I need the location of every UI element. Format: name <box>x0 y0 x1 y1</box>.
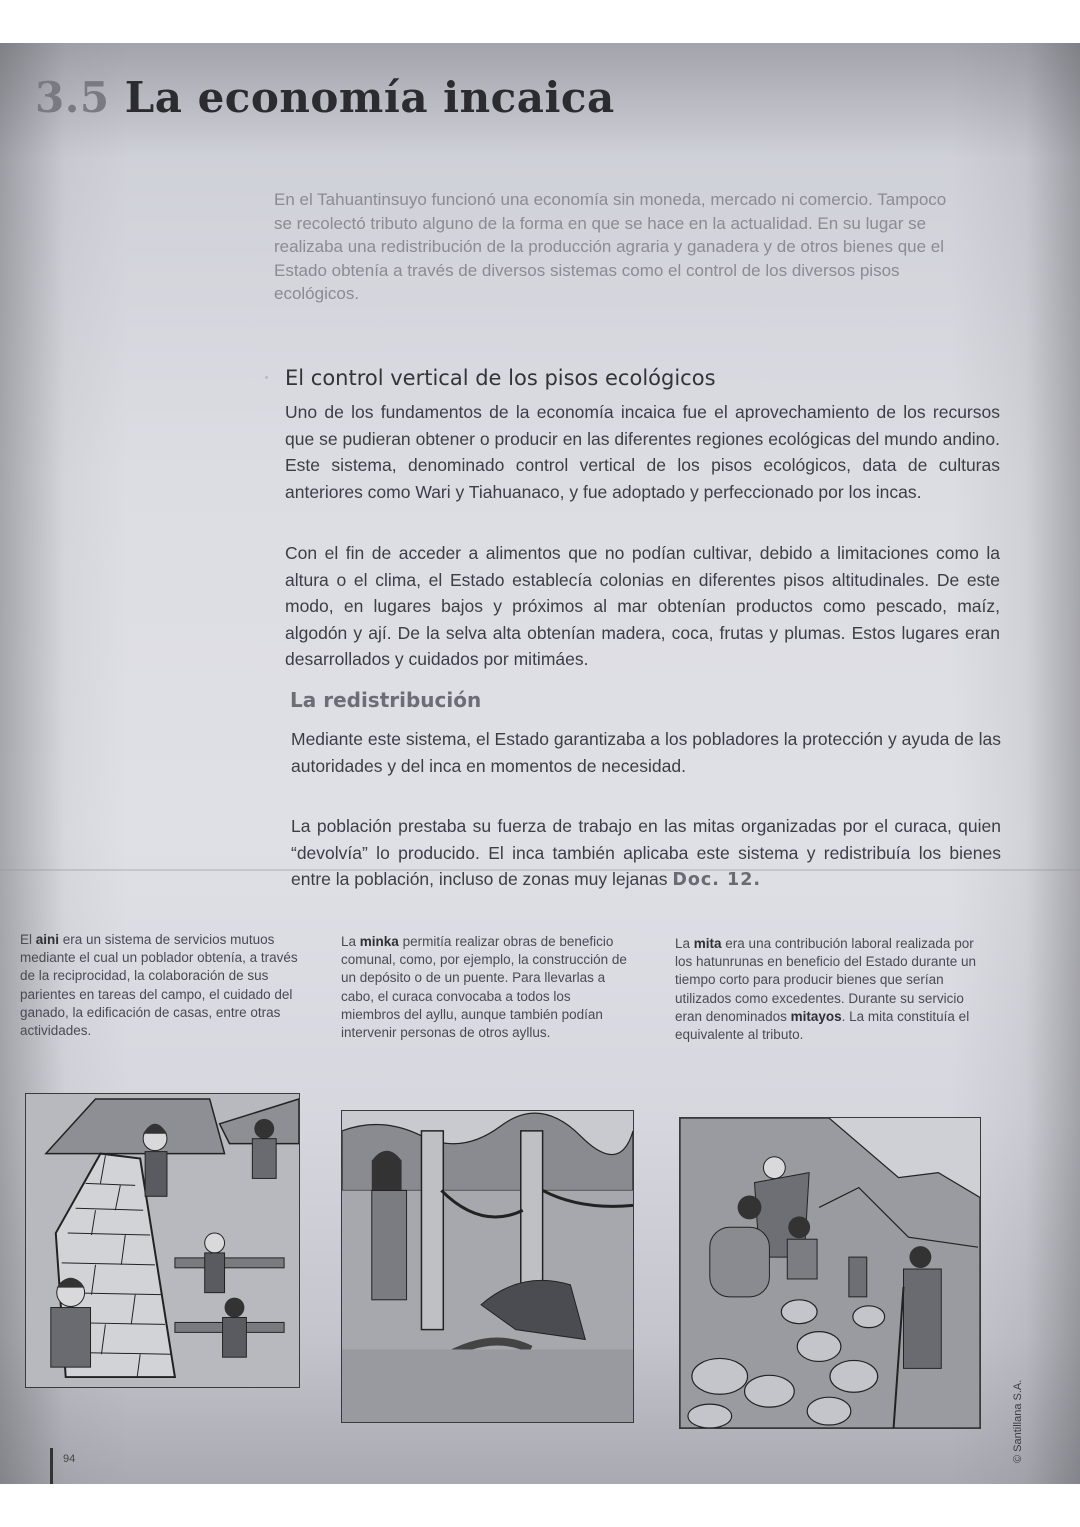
caption-text: permitía realizar obras de beneficio comunal, como, por ejemplo, la construcción de un depósito o de un puente. Para llevarlas a cabo, el curaca convocaba a todos los miembros del ayllu, aunque también podían intervenir personas de otros ayllus. <box>341 934 627 1041</box>
caption-mita <box>675 935 980 1044</box>
intro-paragraph: En el Tahuantinsuyo funcionó una economía sin moneda, mercado ni comercio. Tampoco se recolectó tributo alguno de la forma en que se hace en la actualidad. En su lugar se realizaba una redistribución de la producción agraria y ganadera y de otros bienes que el Estado obtenía a través de diversos sistemas como el control de los diversos pisos ecológicos. <box>274 190 947 303</box>
heading-marker <box>265 376 268 379</box>
textbook-page-photo <box>0 43 1080 1484</box>
term-minka: minka <box>359 934 399 949</box>
caption-text: era un sistema de servicios mutuos mediante el cual un poblador obtenía, a través de la reciprocidad, la colaboración de sus parientes en tareas del campo, el cuidado del ganado, la edificación de casas, entre otras actividades. <box>20 932 298 1039</box>
caption-prefix: La <box>341 934 360 949</box>
doc-reference-link[interactable]: Doc. 12. <box>672 870 762 890</box>
copyright-notice: © Santillana S.A. <box>1012 1379 1024 1463</box>
paragraph-redistribucion-2-text: La población prestaba su fuerza de trabajo en las mitas organizadas por el curaca, quien “devolvía” lo producido. El inca también aplicaba este sistema y redistribuía los bienes entre la población, incluso de zonas muy lejanas <box>291 816 1001 889</box>
term-mita: mita <box>693 936 722 951</box>
section-title: La economía incaica <box>124 73 615 122</box>
caption-prefix: El <box>20 932 36 947</box>
page-number: 94 <box>63 1453 76 1465</box>
paragraph-redistribucion-1: Mediante este sistema, el Estado garantizaba a los pobladores la protección y ayuda de las autoridades y del inca en momentos de necesidad. <box>291 729 1001 776</box>
paragraph-redistribucion-2 <box>291 813 1001 894</box>
section-number: 3.5 <box>35 73 110 122</box>
minka-illustration <box>341 1110 634 1423</box>
caption-prefix: La <box>675 936 694 951</box>
page-title <box>35 73 615 122</box>
page-number-bar <box>50 1448 53 1484</box>
mountain-stones-drawing <box>680 1118 980 1428</box>
term-aini: aini <box>35 932 60 947</box>
paragraph-pisos-2: Con el fin de acceder a alimentos que no podían cultivar, debido a limitaciones como la altura o el clima, el Estado establecía colonias en diferentes pisos altitudinales. De este modo, en lugares bajos y próximos al mar obtenían productos como pescado, maíz, algodón y ají. De la selva alta obtenían madera, coca, frutas y plumas. Estos lugares eran desarrollados y cuidados por mitimáes. <box>285 543 1000 669</box>
paragraph-pisos-1: Uno de los fundamentos de la economía incaica fue el aprovechamiento de los recursos que se pudieran obtener o producir en las diferentes regiones ecológicas del mundo andino. Este sistema, denominado control vertical de los pisos ecológicos, data de culturas anteriores como Wari y Tiahuanaco, y fue adoptado y perfeccionado por los incas. <box>285 402 1000 502</box>
caption-text: . La mita constituía el equivalente al tributo. <box>675 1008 970 1043</box>
aini-illustration <box>25 1093 300 1388</box>
mita-illustration <box>679 1117 981 1429</box>
caption-text: era una contribución laboral realizada por los hatunrunas en beneficio del Estado durante un tiempo corto para producir bienes que serían utilizados como excedentes. Durante su servicio eran denominados <box>675 936 976 1024</box>
bridge-building-drawing <box>342 1111 633 1422</box>
heading-redistribucion: La redistribución <box>290 688 482 712</box>
heading-pisos-ecologicos: El control vertical de los pisos ecológicos <box>285 366 716 390</box>
stone-house-drawing <box>26 1094 299 1387</box>
caption-minka <box>341 933 631 1042</box>
caption-aini <box>20 931 310 1040</box>
term-mitayos: mitayos <box>790 1008 842 1024</box>
